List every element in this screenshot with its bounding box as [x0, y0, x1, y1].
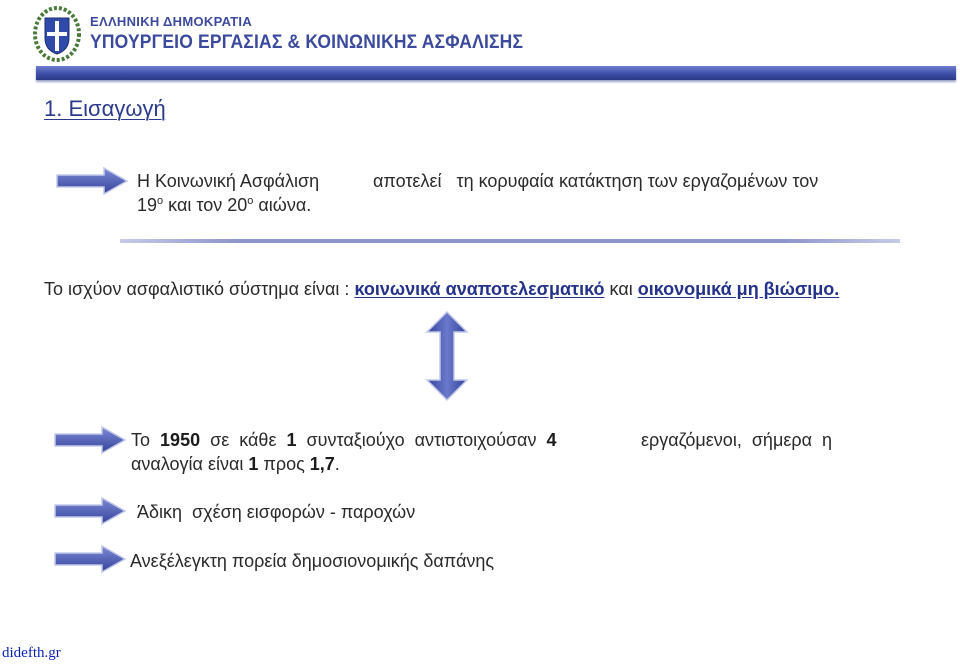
point2-line2: αναλογία είναι 1 προς 1,7.	[131, 454, 340, 474]
system-statement: Το ισχύον ασφαλιστικό σύστημα είναι : κοινωνικά αναποτελεσματικό και οικονομικά μη βιώσιμο.	[44, 279, 840, 299]
right-arrow-icon	[54, 544, 126, 574]
right-arrow-icon	[56, 166, 128, 196]
highlight-ineffective: κοινωνικά αναποτελεσματικό	[354, 279, 605, 299]
org-line-2: ΥΠΟΥΡΓΕΙΟ ΕΡΓΑΣΙΑΣ & ΚΟΙΝΩΝΙΚΗΣ ΑΣΦΑΛΙΣΗΣ	[90, 32, 524, 53]
right-arrow-icon	[54, 425, 126, 455]
divider	[120, 239, 900, 243]
section-title: 1. Εισαγωγή	[44, 96, 166, 121]
header-bar	[36, 66, 956, 80]
point2-line1-end: εργαζόμενοι, σήμερα η	[641, 430, 832, 450]
point2-line1: Το 1950 σε κάθε 1 συνταξιούχο αντιστοιχούσαν 4	[131, 430, 557, 450]
point4-text: Ανεξέλεγκτη πορεία δημοσιονομικής δαπάνης	[130, 551, 495, 571]
org-line-1: ΕΛΛΗΝΙΚΗ ΔΗΜΟΚΡΑΤΙΑ	[90, 14, 253, 29]
point1-predicate: αποτελεί τη κορυφαία κατάκτηση των εργαζομένων τον	[373, 171, 819, 191]
double-arrow-icon	[425, 310, 469, 402]
right-arrow-icon	[54, 496, 126, 526]
point1-line2: $19^o$ και τον $20^o$ αιώνα.	[137, 195, 312, 215]
highlight-unsustainable: οικονομικά μη βιώσιμο.	[637, 279, 840, 299]
point3-text: Άδικη σχέση εισφορών - παροχών	[137, 502, 416, 522]
point1-subject: Η Κοινωνική Ασφάλιση	[137, 171, 320, 191]
greek-coat-of-arms-icon	[32, 4, 82, 64]
footer-watermark: didefth.gr	[2, 645, 61, 661]
